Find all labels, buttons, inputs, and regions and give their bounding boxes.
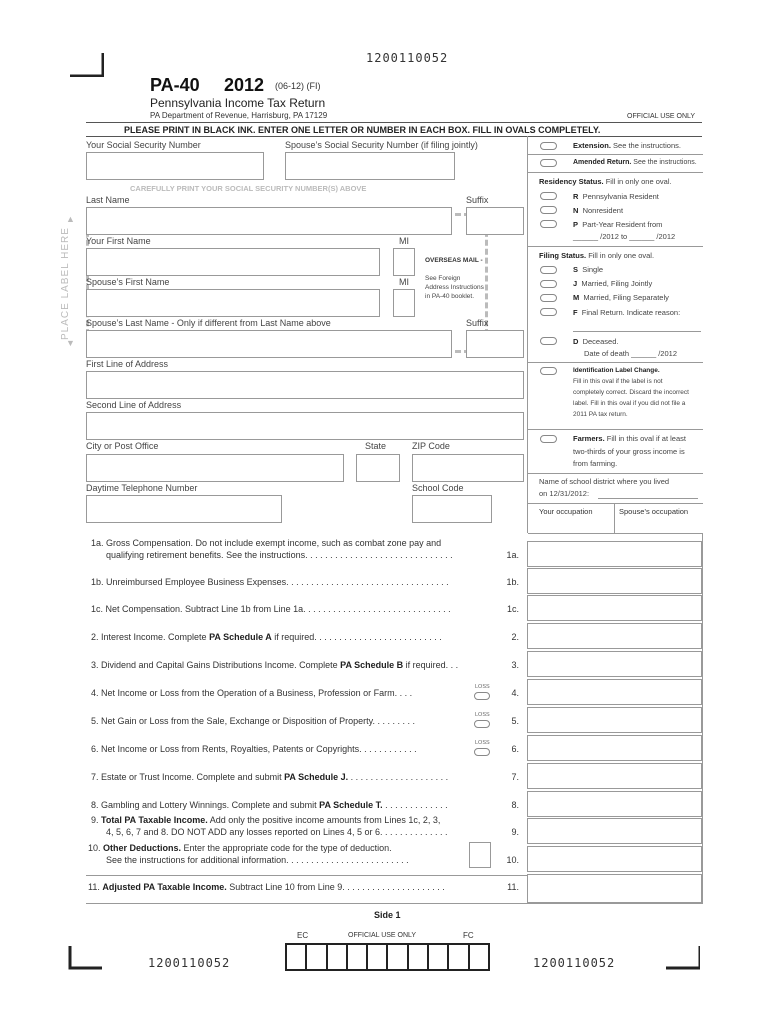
line-11-post: Subtract Line 10 from Line 9. . . . . . . . . . . . . . . . . . . . . — [226, 882, 445, 892]
phone-label: Daytime Telephone Number — [86, 483, 198, 493]
place-label-text: PLACE LABEL HERE — [60, 227, 71, 340]
ou-box-3 — [328, 945, 348, 969]
part-year-dates[interactable]: ______ /2012 to ______ /2012 — [573, 232, 676, 241]
amended-bold: Amended Return. — [573, 159, 632, 166]
address-line-2-input[interactable] — [86, 412, 524, 440]
line-1a-text-2: qualifying retirement benefits. See the instructions. . . . . . . . . . . . . . . . . . . . . . . . . . . . . . — [106, 550, 453, 560]
line-2-bold: PA Schedule A — [209, 632, 272, 642]
part-year-letter: P — [573, 220, 579, 229]
line-4-text: 4. Net Income or Loss from the Operation of a Business, Profession or Farm. . . . — [91, 688, 413, 698]
filing-bold: Filing Status. — [539, 251, 587, 260]
farmers-line-2: two-thirds of your gross income is — [573, 447, 685, 456]
spouse-suffix-input[interactable] — [466, 330, 524, 358]
resident-option — [573, 192, 659, 201]
id-label-line-2: completely correct. Discard the incorrect — [573, 389, 689, 396]
ou-box-9 — [449, 945, 469, 969]
line-9-text-2: 4, 5, 6, 7 and 8. DO NOT ADD any losses reported on Lines 4, 5 or 6. . . . . . . . . . . . . . — [106, 827, 448, 837]
spouse-ssn-label: Spouse’s Social Security Number (if filing jointly) — [285, 140, 478, 150]
final-return-label: Final Return. Indicate reason: — [581, 308, 681, 317]
official-use-top: OFFICIAL USE ONLY — [627, 113, 696, 120]
single-option — [573, 265, 603, 274]
line-9-num: 9. — [511, 827, 519, 837]
official-use-bottom: OFFICIAL USE ONLY — [348, 932, 417, 939]
line-9-amount[interactable] — [527, 818, 702, 844]
line-7-num: 7. — [511, 772, 519, 782]
line-9-post: Add only the positive income amounts from Lines 1c, 2, 3, — [207, 815, 441, 825]
final-reason-line[interactable] — [573, 331, 701, 332]
joint-oval[interactable] — [540, 280, 557, 288]
rp-rule-4 — [528, 362, 703, 363]
line-10-post: Enter the appropriate code for the type of deduction. — [181, 843, 392, 853]
suffix-input[interactable] — [466, 207, 524, 235]
id-label-heading: Identification Label Change. — [573, 367, 660, 374]
line-5-loss-oval[interactable] — [474, 720, 490, 728]
rp-rule-8 — [528, 533, 703, 534]
line-10-num: 10. — [506, 855, 519, 865]
single-label: Single — [582, 265, 604, 274]
resident-oval[interactable] — [540, 192, 557, 200]
state-input[interactable] — [356, 454, 400, 482]
address-line-1-label: First Line of Address — [86, 359, 169, 369]
residency-bold: Residency Status. — [539, 177, 604, 186]
farmers-line-3: from farming. — [573, 459, 618, 468]
line-1b-amount[interactable] — [527, 568, 702, 594]
rp-rule-2 — [528, 172, 703, 173]
zip-label: ZIP Code — [412, 441, 450, 451]
spouse-mi-input[interactable] — [393, 289, 415, 317]
barcode-number-bottom-right: 1200110052 — [533, 956, 616, 970]
line-8-text — [91, 800, 448, 810]
barcode-number-top: 1200110052 — [366, 51, 449, 65]
spouse-last-name-input[interactable] — [86, 330, 452, 358]
barcode-number-bottom-left: 1200110052 — [148, 956, 231, 970]
final-return-oval[interactable] — [540, 308, 557, 316]
line-2-text — [91, 632, 442, 642]
side-label: Side 1 — [374, 910, 401, 920]
deceased-letter: D — [573, 337, 579, 346]
id-label-change-oval[interactable] — [540, 367, 557, 375]
line-5-loss-label: LOSS — [475, 712, 490, 718]
line-7-pre: 7. Estate or Trust Income. Complete and submit — [91, 772, 285, 782]
ou-box-2 — [307, 945, 327, 969]
single-letter: S — [573, 265, 579, 274]
ou-box-6 — [388, 945, 408, 969]
id-label-line-4: 2011 PA tax return. — [573, 411, 628, 418]
farmers-oval[interactable] — [540, 435, 557, 443]
single-oval[interactable] — [540, 266, 557, 274]
nonresident-label: Nonresident — [582, 206, 624, 215]
spouse-suffix-label: Suffix — [466, 318, 489, 328]
department: PA Department of Revenue, Harrisburg, PA 17129 — [150, 111, 328, 120]
rp-rule-1 — [528, 154, 703, 155]
line-4-num: 4. — [511, 688, 519, 698]
address-line-1-input[interactable] — [86, 371, 524, 399]
line-1a-amount[interactable] — [527, 541, 702, 567]
amount-column-border — [702, 533, 703, 903]
amended-oval[interactable] — [540, 159, 557, 167]
ou-box-5 — [368, 945, 388, 969]
filing-note: Fill in only one oval. — [588, 251, 655, 260]
rp-rule-5 — [528, 429, 703, 430]
line-1b-num: 1b. — [506, 577, 519, 587]
joint-label: Married, Filing Jointly — [581, 279, 653, 288]
suffix-label: Suffix — [466, 195, 489, 205]
line-6-text: 6. Net Income or Loss from Rents, Royalties, Patents or Copyrights. . . . . . . . . . . . — [91, 744, 417, 754]
line-1b-text: 1b. Unreimbursed Employee Business Expenses. . . . . . . . . . . . . . . . . . . . . . . . . . . . . . . . . — [91, 577, 449, 587]
careful-print-note: CAREFULLY PRINT YOUR SOCIAL SECURITY NUMBER(S) ABOVE — [130, 184, 367, 193]
ssn-input[interactable] — [86, 152, 264, 180]
line-4-loss-label: LOSS — [475, 684, 490, 690]
line-11-bold: Adjusted PA Taxable Income. — [102, 882, 227, 892]
line-7-post: . . . . . . . . . . . . . . . . . . . . — [348, 772, 449, 782]
extension-oval[interactable] — [540, 142, 557, 150]
line-2-amount[interactable] — [527, 623, 702, 649]
nonresident-oval[interactable] — [540, 206, 557, 214]
final-return-letter: F — [573, 308, 578, 317]
city-label: City or Post Office — [86, 441, 159, 451]
form-id: PA-40 — [150, 75, 200, 95]
zip-input[interactable] — [412, 454, 524, 482]
line-3-amount[interactable] — [527, 651, 702, 677]
rp-rule-6 — [528, 473, 703, 474]
part-year-option — [573, 220, 662, 229]
extension-text — [573, 141, 681, 150]
deceased-label: Deceased. — [582, 337, 619, 346]
fc-label: FC — [463, 931, 474, 940]
spouse-first-name-label: Spouse’s First Name — [86, 277, 170, 287]
line-3-text — [91, 660, 458, 670]
extension-bold: Extension. — [573, 141, 611, 150]
separate-label: Married, Filing Separately — [583, 293, 669, 302]
amended-text — [573, 159, 697, 166]
line-11-amount[interactable] — [527, 874, 702, 903]
farmers-line-1 — [573, 434, 686, 443]
line-4-amount[interactable] — [527, 679, 702, 705]
nonresident-letter: N — [573, 206, 579, 215]
line-10-amount[interactable] — [527, 846, 702, 872]
joint-letter: J — [573, 279, 578, 288]
joint-option — [573, 279, 652, 288]
death-date[interactable]: Date of death ______ /2012 — [584, 349, 677, 358]
extension-note: See the instructions. — [613, 141, 681, 150]
line-3-bold: PA Schedule B — [340, 660, 404, 670]
mi-input[interactable] — [393, 248, 415, 276]
first-name-label: Your First Name — [86, 236, 151, 246]
line-2-post: if required. . . . . . . . . . . . . . . . . . . . . . . . . . — [271, 632, 442, 642]
rp-rule-3 — [528, 246, 703, 247]
filing-heading — [539, 251, 654, 260]
line-1a-num: 1a. — [506, 550, 519, 560]
line-1c-num: 1c. — [506, 604, 519, 614]
line-6-amount[interactable] — [527, 735, 702, 761]
overseas-line-2: Address Instructions — [425, 284, 484, 291]
line-11-num: 11. — [507, 882, 519, 892]
line-2-pre: 2. Interest Income. Complete — [91, 632, 210, 642]
ssn-label: Your Social Security Number — [86, 140, 201, 150]
line-5-amount[interactable] — [527, 707, 702, 733]
separate-letter: M — [573, 293, 580, 302]
line-7-bold: PA Schedule J. — [284, 772, 349, 782]
school-district-line-2: on 12/31/2012: — [539, 489, 590, 498]
spouse-ssn-input[interactable] — [285, 152, 455, 180]
line-1c-amount[interactable] — [527, 595, 702, 621]
resident-letter: R — [573, 192, 579, 201]
line-9-bold: Total PA Taxable Income. — [101, 815, 208, 825]
city-input[interactable] — [86, 454, 344, 482]
line-11-pre: 11. — [88, 882, 103, 892]
id-label-line-1: Fill in this oval if the label is not — [573, 378, 663, 385]
overseas-title: OVERSEAS MAIL - — [425, 257, 483, 264]
farmers-bold: Farmers. — [573, 434, 605, 443]
line-7-amount[interactable] — [527, 763, 702, 789]
registration-mark-top — [70, 53, 104, 77]
line-3-post: if required. . . — [403, 660, 459, 670]
line-4-loss-oval[interactable] — [474, 692, 490, 700]
line-10-text — [88, 843, 392, 853]
rp-rule-7 — [528, 503, 703, 504]
part-year-oval[interactable] — [540, 220, 557, 228]
line-9-text — [91, 815, 440, 825]
school-district-input[interactable] — [598, 498, 698, 499]
ou-box-7 — [409, 945, 429, 969]
line-2-num: 2. — [511, 632, 519, 642]
place-label-arrow-up: ▲ — [66, 214, 75, 224]
final-return-option — [573, 308, 680, 317]
line-1c-text: 1c. Net Compensation. Subtract Line 1b from Line 1a. . . . . . . . . . . . . . . . . . . . . . . . . . . . . . — [91, 604, 451, 614]
form-revision: (06-12) (FI) — [275, 81, 321, 91]
ou-box-8 — [429, 945, 449, 969]
spouse-last-name-label: Spouse’s Last Name - Only if different from Last Name above — [86, 318, 331, 328]
farmers-note: Fill in this oval if at least — [606, 434, 686, 443]
phone-input[interactable] — [86, 495, 282, 523]
ec-label: EC — [297, 931, 309, 940]
ou-box-4 — [348, 945, 368, 969]
occupation-divider — [614, 503, 615, 533]
residency-note: Fill in only one oval. — [605, 177, 672, 186]
line-10-code-input[interactable] — [469, 842, 491, 868]
school-district-line-1: Name of school district where you lived — [539, 477, 670, 486]
line-8-post: . . . . . . . . . . . . . — [382, 800, 448, 810]
line-3-pre: 3. Dividend and Capital Gains Distributions Income. Complete — [91, 660, 341, 670]
place-label-arrow-down: ▼ — [66, 338, 75, 348]
school-code-input[interactable] — [412, 495, 492, 523]
last-name-label: Last Name — [86, 195, 130, 205]
line-3-num: 3. — [511, 660, 519, 670]
last-name-input[interactable] — [86, 207, 452, 235]
state-label: State — [365, 441, 387, 451]
school-code-label: School Code — [412, 483, 464, 493]
overseas-line-1: See Foreign — [425, 275, 461, 282]
line-7-text — [91, 772, 448, 782]
first-name-input[interactable] — [86, 248, 380, 276]
line-8-amount[interactable] — [527, 791, 702, 817]
line-5-num: 5. — [511, 716, 519, 726]
overseas-line-3: in PA-40 booklet. — [425, 293, 475, 300]
line-1a-text: 1a. Gross Compensation. Do not include exempt income, such as combat zone pay and — [91, 538, 442, 548]
registration-mark-bottom-right — [666, 946, 700, 970]
line-11-rule — [86, 875, 527, 876]
line-8-pre: 8. Gambling and Lottery Winnings. Complete and submit — [91, 800, 320, 810]
instructions-rule — [86, 136, 702, 137]
mi-label: MI — [399, 236, 409, 246]
nonresident-option — [573, 206, 623, 215]
spouse-occupation-label: Spouse’s occupation — [619, 507, 689, 516]
ou-box-1 — [287, 945, 307, 969]
line-8-bold: PA Schedule T. — [319, 800, 383, 810]
line-6-loss-label: LOSS — [475, 740, 490, 746]
resident-label: Pennsylvania Resident — [582, 192, 659, 201]
spouse-mi-label: MI — [399, 277, 409, 287]
line-5-text: 5. Net Gain or Loss from the Sale, Exchange or Disposition of Property. . . . . . . . . — [91, 716, 415, 726]
ou-box-10 — [470, 945, 488, 969]
line-10-text-2: See the instructions for additional information. . . . . . . . . . . . . . . . . . . . . . . . . — [106, 855, 409, 865]
deceased-oval[interactable] — [540, 337, 557, 345]
line-6-num: 6. — [511, 744, 519, 754]
part-year-label: Part-Year Resident from — [582, 220, 663, 229]
official-use-boxes — [285, 943, 490, 971]
residency-heading — [539, 177, 672, 186]
print-instructions: PLEASE PRINT IN BLACK INK. ENTER ONE LETTER OR NUMBER IN EACH BOX. FILL IN OVALS COMPLETELY. — [124, 125, 601, 135]
deceased-option — [573, 337, 618, 346]
line-10-pre: 10. — [88, 843, 104, 853]
form-year: 2012 — [224, 75, 265, 95]
occupation-label: Your occupation — [539, 507, 593, 516]
line-11-text — [88, 882, 445, 892]
spouse-first-name-input[interactable] — [86, 289, 380, 317]
line-8-num: 8. — [511, 800, 519, 810]
line-9-pre: 9. — [91, 815, 102, 825]
amended-note: See the instructions. — [633, 159, 697, 166]
line-10-bold: Other Deductions. — [103, 843, 182, 853]
line-6-loss-oval[interactable] — [474, 748, 490, 756]
id-label-line-3: label. Fill in this oval if you did not file a — [573, 400, 686, 407]
address-line-2-label: Second Line of Address — [86, 400, 182, 410]
form-title: Pennsylvania Income Tax Return — [150, 96, 326, 110]
separate-option — [573, 293, 669, 302]
registration-mark-bottom-left — [68, 946, 102, 970]
bottom-rule — [86, 903, 703, 904]
header-rule — [86, 122, 702, 123]
separate-oval[interactable] — [540, 294, 557, 302]
